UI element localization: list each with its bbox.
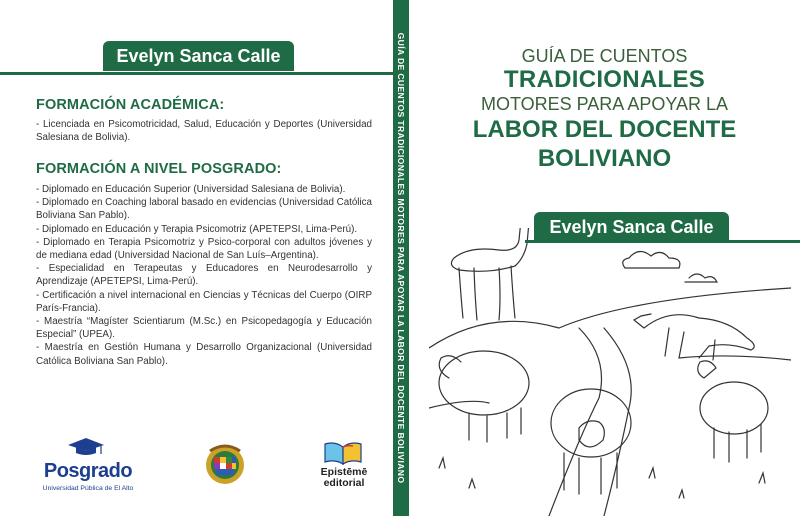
open-book-icon [323,441,363,465]
author-band [0,72,393,75]
list-item: - Diplomado en Terapia Psicomotriz y Psico-corporal con adultos jóvenes y de mediana edad (Universidad Nacional de San Luís–Argentina). [36,236,372,262]
episteme-title: Epistēmē [320,466,368,478]
posgrado-name: Posgrado [43,460,133,482]
list-item: - Especialidad en Terapeutas y Educadores en Neurodesarrollo y Aprendizaje (APETEPSI, Lima-Perú). [36,262,372,288]
title-line-2: TRADICIONALES [503,66,706,93]
list-item: - Maestría en Gestión Humana y Desarrollo Organizacional (Universidad Católica Boliviana San Pablo). [36,341,372,367]
logo-row [30,435,370,495]
title-line-4: LABOR DEL DOCENTE [472,116,737,143]
university-seal-icon [202,441,248,487]
list-item: - Diplomado en Educación y Terapia Psicomotriz (APETEPSI, Lima-Perú). [36,223,372,236]
front-cover [409,0,800,516]
back-author-name: Evelyn Sanca Calle [103,41,294,71]
list-item: - Diplomado en Coaching laboral basado en evidencias (Universidad Católica Boliviana San Pablo). [36,196,372,222]
list-item: - Maestría “Magíster Scientiarum (M.Sc.) en Psicopedagogía y Educación Especial” (UPEA). [36,315,372,341]
title-line-5: BOLIVIANO [537,145,672,172]
spine-title: GUÍA DE CUENTOS TRADICIONALES MOTORES PARA APOYAR LA LABOR DEL DOCENTE BOLIVIANO [396,32,406,484]
postgrad-list [36,183,372,368]
posgrado-subtitle: Universidad Pública de El Alto [42,485,134,492]
academic-heading: FORMACIÓN ACADÉMICA: [36,97,225,113]
title-line-1: GUÍA DE CUENTOS [521,46,688,66]
episteme-logo [315,441,373,493]
list-item: - Diplomado en Educación Superior (Universidad Salesiana de Bolivia). [36,183,372,196]
front-author-name: Evelyn Sanca Calle [534,212,729,242]
academic-list [36,118,372,144]
back-cover [0,0,393,516]
episteme-subtitle: editorial [323,477,365,489]
episteme-name [315,467,373,489]
postgrad-heading: FORMACIÓN A NIVEL POSGRADO: [36,161,282,177]
title-line-3: MOTORES PARA APOYAR LA [480,94,729,114]
posgrado-logo [34,438,142,494]
graduation-cap-icon [68,438,104,456]
list-item: - Licenciada en Psicomotricidad, Salud, Educación y Deportes (Universidad Salesiana de Bolivia). [36,118,372,144]
list-item: - Certificación a nivel internacional en Ciencias y Técnicas del Cuerpo (OIRP París-Francia). [36,289,372,315]
animals-illustration [429,228,791,516]
